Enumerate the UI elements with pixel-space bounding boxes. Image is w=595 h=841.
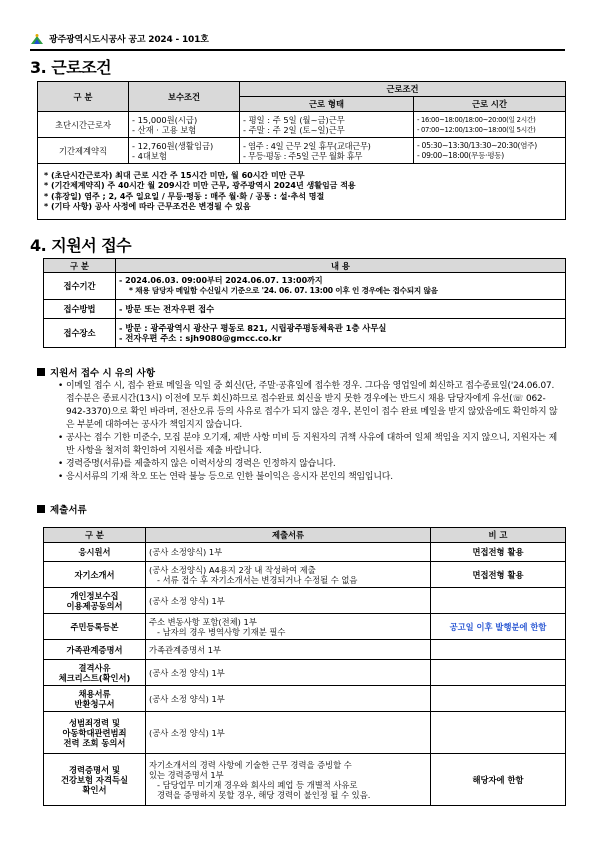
th-note: 비 고 <box>431 528 566 543</box>
cell-line: (공사 소정 양식) 1부 <box>149 693 225 704</box>
cell-line: - 15,000원(시급) <box>132 114 198 125</box>
cell-line: 가족관계증명서 1부 <box>149 644 222 655</box>
cell-line: - 05:30~13:30/13:30~20:30(염주) <box>417 140 537 150</box>
caution-heading <box>37 365 155 379</box>
doc-detail <box>146 754 431 806</box>
list-item: • 경력증명(서류)를 제출하지 않은 이력서상의 경력은 인정하지 않습니다. <box>58 458 564 471</box>
cell-line: - 12,760원(생활임금) <box>132 140 214 151</box>
note-line: * (휴장일) 염주 ; 2, 4주 일요일 / 무등·평동 : 매주 월·화 / 공통 : 설·추석 명절 <box>44 191 325 201</box>
table-row <box>44 712 566 754</box>
doc-note: 면접전형 활용 <box>431 562 566 588</box>
header-title: 광주광역시도시공사 공고 2024 - 101호 <box>49 35 209 45</box>
cell-line: (공사 소정 양식) 1부 <box>149 727 225 738</box>
cell-line: - 16:00~18:00/18:00~20:00(일 2시간) <box>417 115 536 124</box>
square-bullet-icon <box>37 505 45 513</box>
th-gubun: 구 분 <box>44 528 146 543</box>
caution-title: 지원서 접수 시 유의 사항 <box>50 368 155 379</box>
note-line: * (초단시간근로자) 최대 근로 시간 주 15시간 미만, 월 60시간 미만 근무 <box>44 170 305 180</box>
doc-detail <box>146 712 431 754</box>
doc-name: 자기소개서 <box>44 562 146 588</box>
cell-line: - 전자우편 주소 : sjh9080@gmcc.co.kr <box>119 333 282 343</box>
cell-line: - 방문 또는 전자우편 접수 <box>116 300 566 319</box>
th-pay: 보수조건 <box>129 82 240 112</box>
row-label: 초단시간근로자 <box>38 112 129 138</box>
cell-line: - 09:00~18:00(무등·평동) <box>417 150 504 160</box>
cell-line: * 채용 담당자 메일함 수신일시 기준으로 '24. 06. 07. 13:00 이후 인 경우에는 접수되지 않음 <box>129 286 438 295</box>
th-work-type: 근로 형태 <box>240 97 414 112</box>
doc-note <box>431 588 566 614</box>
cell-line: - 평일 : 주 5일 (월~금)근무 <box>243 114 345 125</box>
section-4-title: 4. 지원서 접수 <box>30 236 132 255</box>
doc-name: 경력증명서 및 건강보험 자격득실 확인서 <box>44 754 146 806</box>
doc-note <box>431 640 566 660</box>
docs-title: 제출서류 <box>50 505 87 516</box>
doc-detail <box>146 614 431 640</box>
list-item: • 이메일 접수 시, 접수 완료 메일을 익일 중 회신(단, 주말·공휴일에 접수한 경우. 그다음 영업일에 회신하고 접수종료일('24.06.07. 접수분은 종료시간(13시) 이전에 모두 회신)하므로 접수완료 회신을 받지 못한 경우에는 반드시 채용 담당자에게 유선(☏ 062-942-3370)으로 확인 바라며, 전산오류 등의 사유로 접수가 되지 않은 경우, 본인이 접수 완료 메일을 받지 않았음에도 확인하지 않은 부분에 대하여는 공사가 책임지지 않습니다. <box>58 380 564 432</box>
page-header <box>30 33 565 47</box>
square-bullet-icon <box>37 368 45 376</box>
note-line: * (기간제계약직) 주 40시간 월 209시간 미만 근무, 광주광역시 2024년 생활임금 적용 <box>44 181 356 190</box>
table-row <box>44 754 566 806</box>
table-row <box>44 660 566 686</box>
conditions-notes <box>38 164 566 220</box>
doc-detail <box>146 588 431 614</box>
th-work-time: 근로 시간 <box>414 97 566 112</box>
application-table <box>43 258 566 348</box>
doc-note <box>431 712 566 754</box>
table-row <box>38 112 566 138</box>
doc-name: 가족관계증명서 <box>44 640 146 660</box>
doc-detail <box>146 640 431 660</box>
section-3-title: 3. 근로조건 <box>30 58 112 77</box>
doc-name: 응시원서 <box>44 543 146 562</box>
doc-name: 개인정보수집 이용제공동의서 <box>44 588 146 614</box>
row-label: 접수기간 <box>44 273 116 300</box>
cell-line: - 남자의 경우 병역사항 기재분 필수 <box>157 626 286 637</box>
work-conditions-table <box>37 81 566 220</box>
th-gubun: 구 분 <box>44 259 116 273</box>
doc-detail <box>146 660 431 686</box>
th-conditions: 근로조건 <box>240 82 566 97</box>
list-item: • 공사는 접수 기한 미준수, 모집 분야 오기재, 제반 사항 미비 등 지원자의 귀책 사유에 대하여 일체 책임을 지지 않으니, 지원자는 제반 사항을 철저히 확인하여 지원서를 제출 바랍니다. <box>58 432 564 458</box>
caution-list <box>58 380 564 484</box>
row-label: 접수장소 <box>44 319 116 348</box>
city-logo-icon <box>30 33 44 47</box>
cell-line: - 2024.06.03. 09:00부터 2024.06.07. 13:00까지 <box>119 276 323 285</box>
table-row <box>44 686 566 712</box>
table-row <box>44 543 566 562</box>
table-row <box>44 319 566 348</box>
cell-line: (공사 소정 양식) 1부 <box>149 667 225 678</box>
cell-line: - 07:00~12:00/13:00~18:00(일 5시간) <box>417 125 536 134</box>
doc-detail <box>146 686 431 712</box>
doc-detail <box>146 562 431 588</box>
cell-line: - 담당업무 미기재 경우와 회사의 폐업 등 개별적 사유로 <box>157 779 358 790</box>
cell-line: (공사 소정양식) 1부 <box>149 547 223 557</box>
doc-detail <box>146 543 431 562</box>
cell-line: - 무등·평동 : 주5일 근무 월화 휴무 <box>243 150 363 161</box>
row-label: 접수방법 <box>44 300 116 319</box>
cell-line: - 주말 : 주 2일 (토~일)근무 <box>243 124 345 135</box>
list-item: • 응시서류의 기재 착오 또는 연락 불능 등으로 인한 불이익은 응시자 본인의 책임입니다. <box>58 471 564 484</box>
note-line: * (기타 사항) 공사 사정에 따라 근무조건은 변경될 수 있음 <box>44 202 251 211</box>
doc-name: 채용서류 반환청구서 <box>44 686 146 712</box>
table-row <box>38 138 566 164</box>
cell-line: 자기소개서의 경력 사항에 기술한 근무 경력을 증빙할 수 <box>149 759 352 770</box>
cell-line: (공사 소정 양식) 1부 <box>149 595 225 606</box>
cell-line: 경력을 증명하지 못할 경우, 해당 경력이 불인정 될 수 있음. <box>157 789 371 800</box>
doc-name: 결격사유 체크리스트(확인서) <box>44 660 146 686</box>
table-row <box>44 562 566 588</box>
cell-line: (공사 소정양식) A4용지 2장 내 작성하여 제출 <box>149 564 316 575</box>
row-label: 기간제계약직 <box>38 138 129 164</box>
cell-line: 주소 변동사항 포함(전체) 1부 <box>149 616 257 627</box>
table-row <box>44 640 566 660</box>
header-rule <box>30 49 565 51</box>
table-row <box>44 614 566 640</box>
th-content: 내 용 <box>116 259 566 273</box>
cell-line: - 4대보험 <box>132 150 167 161</box>
doc-name: 성범죄경력 및 아동학대관련범죄 전력 조회 동의서 <box>44 712 146 754</box>
cell-line: - 방문 : 광주광역시 광산구 평동로 821, 시립광주평동체육관 1층 사무실 <box>119 323 387 333</box>
cell-line: - 서류 접수 후 자기소개서는 변경되거나 수정될 수 없음 <box>157 574 358 585</box>
doc-note <box>431 686 566 712</box>
th-docs: 제출서류 <box>146 528 431 543</box>
doc-note <box>431 660 566 686</box>
table-row <box>44 588 566 614</box>
doc-note: 공고일 이후 발행분에 한함 <box>431 614 566 640</box>
doc-name: 주민등록등본 <box>44 614 146 640</box>
table-row <box>44 300 566 319</box>
documents-table <box>43 527 566 806</box>
cell-line: 있는 경력증명서 1부 <box>149 769 224 780</box>
th-gubun: 구 분 <box>38 82 129 112</box>
docs-heading <box>37 502 87 516</box>
cell-line: - 산재 · 고용 보험 <box>132 124 197 135</box>
cell-line: - 염주 : 4일 근무 2일 휴무(교대근무) <box>243 140 371 151</box>
doc-note: 해당자에 한함 <box>431 754 566 806</box>
doc-note: 면접전형 활용 <box>431 543 566 562</box>
table-row <box>44 273 566 300</box>
